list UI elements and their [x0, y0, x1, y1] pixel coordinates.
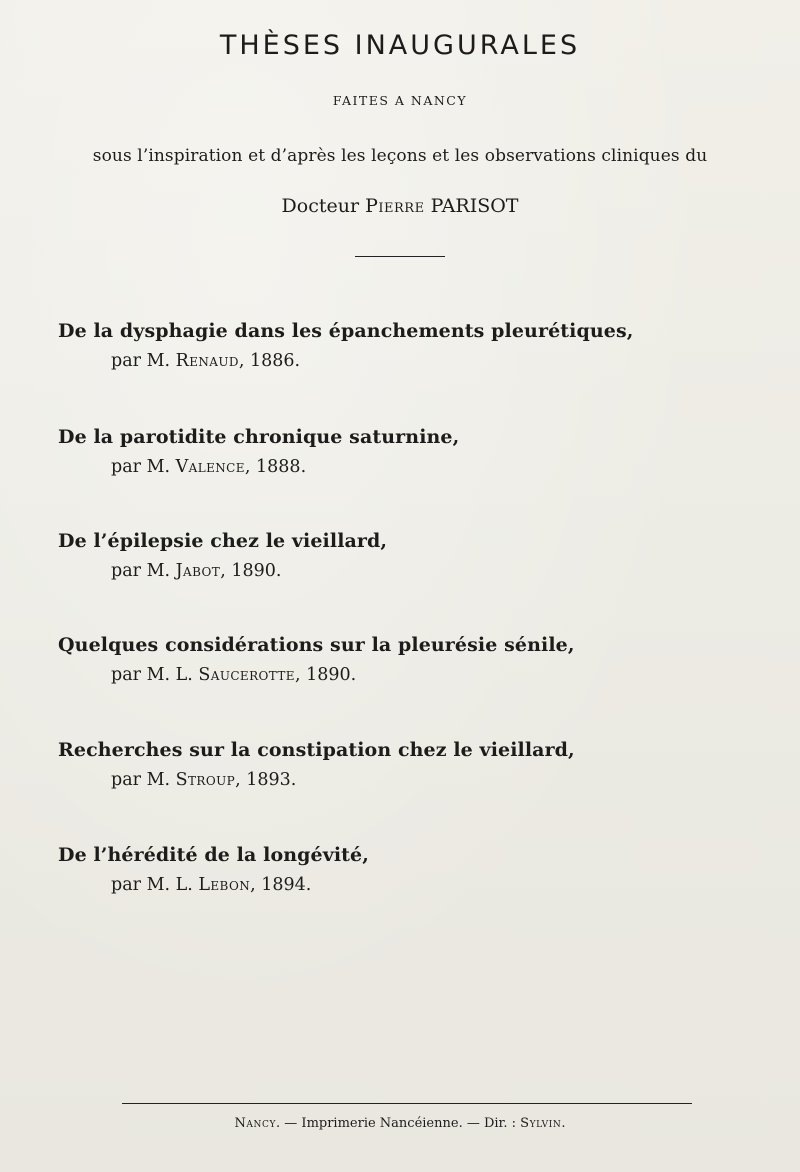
- thesis-entry: [58, 844, 758, 895]
- doctor-last-name: PARISOT: [430, 195, 519, 217]
- imprint-city: Nancy: [234, 1116, 277, 1131]
- author-name: Jabot: [175, 561, 221, 581]
- imprint-director: Sylvin: [520, 1116, 562, 1131]
- thesis-year: , 1890.: [294, 665, 357, 685]
- thesis-entry: [58, 426, 758, 477]
- author-prefix: par M.: [111, 457, 171, 477]
- thesis-entry: [58, 634, 758, 685]
- header-divider: [355, 256, 445, 257]
- thesis-year: , 1893.: [235, 770, 297, 790]
- page-title: THÈSES INAUGURALES: [219, 30, 581, 61]
- doctor-first-name: Pierre: [365, 195, 425, 217]
- author-prefix: par M. L.: [111, 665, 193, 685]
- footer-divider: [122, 1103, 692, 1104]
- thesis-title: De l’hérédité de la longévité,: [58, 844, 369, 866]
- thesis-title: Quelques considérations sur la pleurésie sénile,: [58, 634, 575, 656]
- author-prefix: par M.: [111, 351, 171, 371]
- thesis-author: [58, 770, 758, 790]
- author-prefix: par M.: [111, 770, 171, 790]
- page-subtitle: FAITES A NANCY: [332, 93, 468, 108]
- thesis-year: , 1886.: [238, 351, 301, 371]
- thesis-title: De l’épilepsie chez le vieillard,: [58, 530, 388, 552]
- author-prefix: par M.: [111, 561, 171, 581]
- thesis-year: , 1888.: [244, 457, 307, 477]
- author-name: Renaud: [175, 351, 239, 371]
- thesis-year: , 1890.: [220, 561, 282, 581]
- doctor-prefix: Docteur: [281, 195, 360, 217]
- imprint-end: .: [561, 1116, 566, 1131]
- inspiration-line: sous l’inspiration et d’après les leçons et les observations cliniques du: [92, 146, 708, 166]
- thesis-title: De la dysphagie dans les épanchements pleurétiques,: [58, 320, 634, 342]
- imprint-printer: . — Imprimerie Nancéienne. — Dir. :: [276, 1116, 521, 1131]
- author-name: Saucerotte: [198, 665, 295, 685]
- thesis-entry: [58, 530, 758, 581]
- doctor-name: [0, 195, 800, 217]
- thesis-author: [58, 665, 758, 685]
- author-prefix: par M. L.: [111, 875, 193, 895]
- thesis-entry: [58, 320, 758, 371]
- thesis-entry: [58, 739, 758, 790]
- thesis-year: , 1894.: [250, 875, 312, 895]
- thesis-author: [58, 561, 758, 581]
- author-name: Lebon: [198, 875, 251, 895]
- author-name: Stroup: [175, 770, 236, 790]
- printer-imprint: [0, 1116, 800, 1131]
- thesis-author: [58, 457, 758, 477]
- thesis-author: [58, 351, 758, 371]
- thesis-title: Recherches sur la constipation chez le vieillard,: [58, 739, 575, 761]
- author-name: Valence: [175, 457, 245, 477]
- thesis-author: [58, 875, 758, 895]
- thesis-title: De la parotidite chronique saturnine,: [58, 426, 460, 448]
